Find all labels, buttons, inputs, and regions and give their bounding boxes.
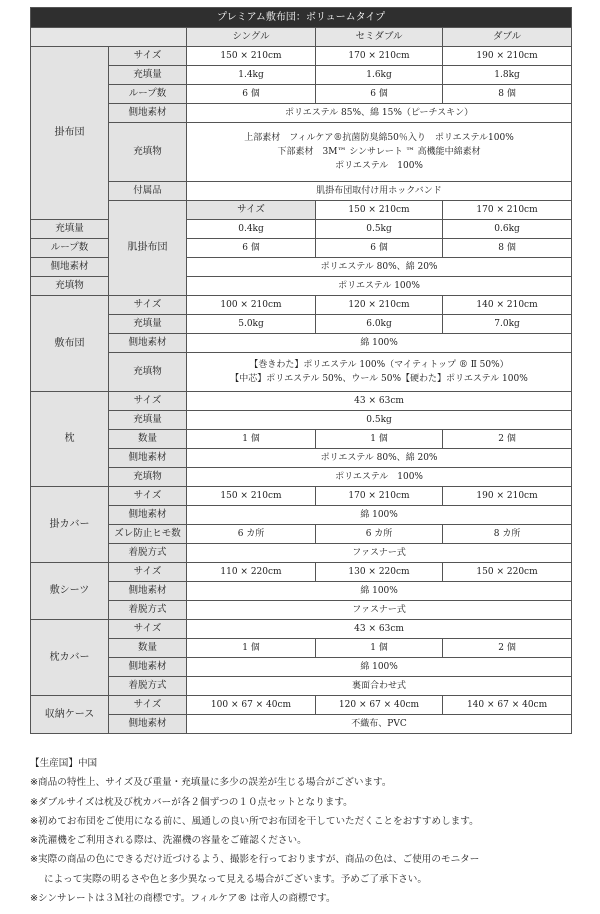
value-cell: 8 個 — [443, 239, 572, 258]
value-cell: ポリエステル 80%、綿 20% — [187, 449, 572, 468]
value-cell: 綿 100% — [187, 582, 572, 601]
value-cell: 1.8kg — [443, 66, 572, 85]
attr-label: 充填物 — [109, 123, 187, 182]
value-cell: 43 × 63cm — [187, 392, 572, 411]
value-cell: 6 カ所 — [316, 525, 443, 544]
value-cell: 6.0kg — [316, 315, 443, 334]
attr-label: サイズ — [187, 201, 316, 220]
note-line: ※シンサレートは３Ｍ社の商標です。フィルケア® は帝人の商標です。 — [30, 893, 336, 905]
attr-label: 充填量 — [109, 315, 187, 334]
note-line: ※実際の商品の色にできるだけ近づけるよう、撮影を行っておりますが、商品の色は、ご使用のモニター — [30, 854, 480, 866]
note-line: ※ダブルサイズは枕及び枕カバーが各２個ずつの１０点セットとなります。 — [30, 796, 353, 808]
value-cell: 8 個 — [443, 85, 572, 104]
attr-label: 側地素材 — [109, 449, 187, 468]
value-cell: 1 個 — [187, 430, 316, 449]
attr-label: 側地素材 — [109, 582, 187, 601]
attr-label: 側地素材 — [109, 658, 187, 677]
attr-label: サイズ — [109, 392, 187, 411]
filling-cell — [187, 353, 572, 392]
attr-label: 数量 — [109, 430, 187, 449]
attr-label: 充填量 — [31, 220, 109, 239]
value-cell: ポリエステル 100% — [187, 277, 572, 296]
category-shiki: 敷布団 — [31, 296, 109, 392]
value-cell: 綿 100% — [187, 334, 572, 353]
value-cell: 綿 100% — [187, 658, 572, 677]
value-cell: ファスナー式 — [187, 601, 572, 620]
value-cell: 150 × 210cm — [187, 487, 316, 506]
value-cell: 1 個 — [187, 639, 316, 658]
attr-label: 着脱方式 — [109, 677, 187, 696]
value-cell: 不織布、PVC — [187, 715, 572, 734]
attr-label: 充填物 — [31, 277, 109, 296]
attr-label: サイズ — [109, 47, 187, 66]
value-cell: ポリエステル 80%、綿 20% — [187, 258, 572, 277]
filling-line: 【巻きわた】ポリエステル 100%（マイティトップ ® Ⅱ 50%） — [249, 360, 509, 370]
attr-label: 充填物 — [109, 353, 187, 392]
category-hada: 肌掛布団 — [109, 201, 187, 296]
filling-line: 【中芯】ポリエステル 50%、ウール 50%【硬わた】ポリエステル 100% — [230, 374, 528, 384]
note-line: によって実際の明るさや色と多少異なって見える場合がございます。予めご了承下さい。 — [44, 873, 427, 885]
attr-label: ループ数 — [31, 239, 109, 258]
attr-label: 着脱方式 — [109, 544, 187, 563]
category-case: 収納ケース — [31, 696, 109, 734]
attr-label: ループ数 — [109, 85, 187, 104]
attr-label: 側地素材 — [109, 104, 187, 123]
filling-cell — [187, 123, 572, 182]
value-cell: 170 × 210cm — [443, 201, 572, 220]
value-cell: 1 個 — [316, 430, 443, 449]
value-cell: 1 個 — [316, 639, 443, 658]
value-cell: 170 × 210cm — [316, 47, 443, 66]
category-makura: 枕 — [31, 392, 109, 487]
value-cell: 2 個 — [443, 639, 572, 658]
attr-label: サイズ — [109, 487, 187, 506]
value-cell: 7.0kg — [443, 315, 572, 334]
attr-label: サイズ — [109, 696, 187, 715]
value-cell: 150 × 210cm — [316, 201, 443, 220]
filling-line: ポリエステル 100% — [335, 161, 423, 171]
note-line: ※洗濯機をご利用される際は、洗濯機の容量をご確認ください。 — [30, 835, 307, 847]
value-cell: 1.4kg — [187, 66, 316, 85]
value-cell: 6 個 — [316, 85, 443, 104]
attr-label: 数量 — [109, 639, 187, 658]
value-cell: 190 × 210cm — [443, 47, 572, 66]
category-sheets: 敷シーツ — [31, 563, 109, 620]
value-cell: 1.6kg — [316, 66, 443, 85]
value-cell: 130 × 220cm — [316, 563, 443, 582]
value-cell: 0.5kg — [316, 220, 443, 239]
value-cell: 120 × 210cm — [316, 296, 443, 315]
filling-line: 上部素材 フィルケア®抗菌防臭綿50％入り ポリエステル100% — [244, 133, 514, 143]
column-header-double: ダブル — [443, 28, 572, 47]
category-pillowcover: 枕カバー — [31, 620, 109, 696]
attr-label: 充填物 — [109, 468, 187, 487]
value-cell: 6 カ所 — [187, 525, 316, 544]
value-cell: 綿 100% — [187, 506, 572, 525]
value-cell: 0.5kg — [187, 411, 572, 430]
value-cell: 120 × 67 × 40cm — [316, 696, 443, 715]
value-cell: 6 個 — [187, 85, 316, 104]
value-cell: 0.6kg — [443, 220, 572, 239]
value-cell: 140 × 210cm — [443, 296, 572, 315]
value-cell: 100 × 67 × 40cm — [187, 696, 316, 715]
attr-label: サイズ — [109, 563, 187, 582]
origin-note: 【生産国】中国 — [30, 758, 98, 769]
attr-label: 付属品 — [109, 182, 187, 201]
filling-line: 下部素材 3M™ シンサレート ™ 高機能中綿素材 — [277, 147, 481, 157]
column-header-semidouble: セミダブル — [316, 28, 443, 47]
column-header-single: シングル — [187, 28, 316, 47]
value-cell: 肌掛布団取付け用ホックバンド — [187, 182, 572, 201]
attr-label: サイズ — [109, 620, 187, 639]
attr-label: ズレ防止ヒモ数 — [109, 525, 187, 544]
value-cell: 100 × 210cm — [187, 296, 316, 315]
value-cell: 140 × 67 × 40cm — [443, 696, 572, 715]
value-cell: 0.4kg — [187, 220, 316, 239]
value-cell: 6 個 — [187, 239, 316, 258]
attr-label: 側地素材 — [109, 715, 187, 734]
category-kakecover: 掛カバー — [31, 487, 109, 563]
attr-label: サイズ — [109, 296, 187, 315]
value-cell: 裏面合わせ式 — [187, 677, 572, 696]
value-cell: 190 × 210cm — [443, 487, 572, 506]
attr-label: 充填量 — [109, 66, 187, 85]
value-cell: 5.0kg — [187, 315, 316, 334]
value-cell: 2 個 — [443, 430, 572, 449]
notes-section — [30, 754, 585, 908]
attr-label: 側地素材 — [109, 506, 187, 525]
spec-table — [30, 7, 572, 734]
note-line: ※商品の特性上、サイズ及び重量・充填量に多少の誤差が生じる場合がございます。 — [30, 777, 392, 789]
value-cell: ポリエステル 100% — [187, 468, 572, 487]
attr-label: 側地素材 — [31, 258, 109, 277]
value-cell: 8 カ所 — [443, 525, 572, 544]
attr-label: 着脱方式 — [109, 601, 187, 620]
value-cell: 170 × 210cm — [316, 487, 443, 506]
value-cell: 110 × 220cm — [187, 563, 316, 582]
value-cell: ファスナー式 — [187, 544, 572, 563]
value-cell: 6 個 — [316, 239, 443, 258]
value-cell: 150 × 210cm — [187, 47, 316, 66]
value-cell: 150 × 220cm — [443, 563, 572, 582]
attr-label: 充填量 — [109, 411, 187, 430]
value-cell: ポリエステル 85%、綿 15%（ピーチスキン） — [187, 104, 572, 123]
note-line: ※初めてお布団をご使用になる前に、風通しの良い所でお布団を干していただくことをおすすめします。 — [30, 815, 479, 827]
header-blank — [31, 28, 187, 47]
category-kake: 掛布団 — [31, 47, 109, 220]
value-cell: 43 × 63cm — [187, 620, 572, 639]
spec-sheet — [30, 7, 571, 734]
table-title: プレミアム敷布団：ボリュームタイプ — [31, 8, 572, 28]
attr-label: 側地素材 — [109, 334, 187, 353]
